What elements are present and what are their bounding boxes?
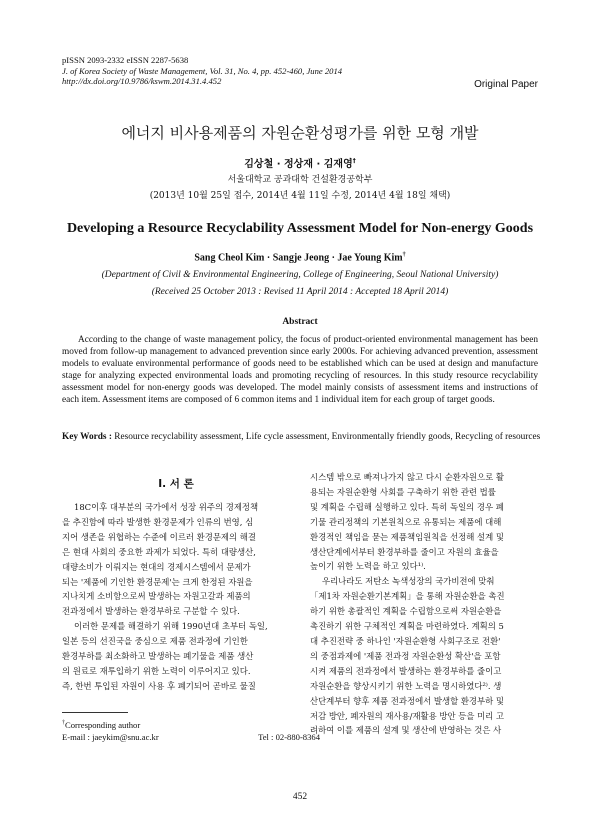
korean-affiliation: 서울대학교 공과대학 건설환경공학부 — [227, 175, 373, 185]
text-line: 일본 등의 선진국을 중심으로 제품 전과정에 기인한 — [62, 636, 248, 647]
paragraph — [310, 574, 538, 738]
paragraph — [310, 470, 538, 574]
text-line: 즉, 한번 투입된 자원이 사용 후 폐기되어 곧바로 물질 — [62, 680, 256, 691]
text-line: 되는 '제품에 기인한 환경문제'는 크게 한정된 자원을 — [62, 576, 253, 587]
text-line: 시스템 밖으로 빠져나가지 않고 다시 순환자원으로 활 — [310, 472, 504, 482]
english-dates: (Received 25 October 2013 : Revised 11 April 2014 : Accepted 18 April 2014) — [151, 287, 449, 297]
text-line: 높이기 위한 노력을 하고 있다¹⁾. — [310, 561, 426, 572]
footnote-email[interactable]: E-mail : jaeykim@snu.ac.kr — [62, 731, 159, 742]
keywords — [62, 432, 542, 442]
text-line: 환경적인 책임을 묻는 제품책임원칙을 선정해 설계 및 — [310, 531, 504, 542]
english-author-names: Sang Cheol Kim · Sangje Jeong · Jae Young Kim — [194, 252, 403, 264]
korean-title: 에너지 비사용제품의 자원순환성평가를 위한 모형 개발 — [121, 124, 479, 142]
abstract-heading: Abstract — [282, 317, 318, 327]
issn-line: pISSN 2093-2332 eISSN 2287-5638 — [62, 55, 189, 65]
footnote-tel: Tel : 02-880-8364 — [258, 731, 320, 742]
corresponding-mark: † — [352, 157, 356, 165]
footnote — [62, 717, 322, 743]
text-line: 산단계부터 향후 제품 전과정에서 발생할 환경부하 및 — [310, 695, 504, 706]
text-line: 전과정에서 발생하는 환경부하로 구분할 수 있다. — [62, 606, 240, 617]
text-line: 하기 위한 총괄적인 계획을 수립함으로써 자원순환을 — [310, 606, 502, 617]
text-line: 지나치게 소비함으로써 발생하는 자원고갈과 제품의 — [62, 591, 251, 602]
korean-authors — [0, 155, 600, 170]
left-column — [62, 500, 290, 694]
journal-citation: J. of Korea Society of Waste Management, Vol. 31, No. 4, pp. 452-460, June 2014 — [62, 65, 343, 76]
text-line: 이러한 문제를 해결하기 위해 1990년대 초부터 독일, — [74, 621, 268, 632]
english-authors — [0, 252, 600, 263]
text-line: 기물 관리정책의 기본원칙으로 유통되는 제품에 대해 — [310, 516, 502, 527]
korean-author-names: 김상철 · 정상재 · 김재영 — [244, 159, 353, 170]
footnote-label-line — [62, 717, 322, 731]
section-heading: I. 서 론 — [158, 478, 194, 490]
doi-link[interactable]: http://dx.doi.org/10.9786/kswm.2014.31.4.452 — [62, 76, 222, 87]
text-line: 촉진하기 위한 구체적인 계획을 마련하였다. 계획의 5 — [310, 621, 504, 632]
corresponding-mark: † — [402, 252, 406, 258]
text-line: 환경부하를 최소화하고 발생하는 폐기물을 제품 생산 — [62, 651, 254, 662]
abstract-text: According to the change of waste management policy, the focus of product-oriented environmental management has been moved from follow-up management to advanced prevention since early 2000s. For achieving advanced prevention, assessment models to evaluate environmental performance of goods need to be established which can be used at design and manufacture stage for analyzing expected environmental loads and promoting recycling of resources. In this study resource recyclability assessment model for non-energy goods was developed. The model mainly consists of assessment items and instructions of each item. Assessment items are composed of 6 common items and 1 individual item for each group of target goods. — [62, 335, 538, 406]
korean-dates: (2013년 10월 25일 접수, 2014년 4월 11일 수정, 2014년 4월 18일 채택) — [149, 191, 451, 201]
text-line: 의 원료로 재투입하기 위한 노력이 이루어지고 있다. — [62, 665, 251, 676]
english-title: Developing a Resource Recyclability Assessment Model for Non-energy Goods — [66, 221, 534, 236]
text-line: 「제1차 자원순환기본계획」을 통해 자원순환을 촉진 — [310, 591, 505, 602]
text-line: 저감 방안, 폐자원의 재사용/재활용 방안 등을 미리 고 — [310, 710, 505, 721]
page-number: 452 — [292, 792, 308, 802]
keywords-label: Key Words : — [62, 432, 112, 442]
text-line: 시켜 제품의 전과정에서 발생하는 환경부하를 줄이고 — [310, 665, 502, 676]
text-line: 려하여 이를 제품의 설계 및 생산에 반영하는 것은 사 — [310, 725, 502, 736]
text-line: 은 현대 사회의 중요한 과제가 되었다. 특히 대량생산, — [62, 546, 256, 557]
text-line: 18C이후 대부분의 국가에서 성장 위주의 경제정책 — [74, 502, 259, 512]
text-line: 대량소비가 이뤄지는 현대의 경제시스템에서 문제가 — [62, 561, 251, 572]
text-line: 생산단계에서부터 환경부하를 줄이고 자원의 효율을 — [310, 546, 499, 557]
text-line: 의 중점과제에 '제품 전과정 자원순환성 확산'을 포함 — [310, 650, 501, 661]
text-line: 대 추진전략 중 하나인 '자원순환형 사회구조로 전환' — [310, 635, 501, 646]
footnote-divider — [62, 712, 128, 713]
footnote-label: Corresponding author — [65, 719, 141, 730]
right-column — [310, 470, 538, 738]
paragraph — [62, 619, 290, 694]
keywords-text: Resource recyclability assessment, Life cycle assessment, Environmentally friendly goods, Recycling of resources — [114, 432, 541, 442]
footnote-contact — [62, 731, 320, 743]
text-line: 지어 생존을 위협하는 수준에 이르러 환경문제의 해결 — [62, 531, 256, 542]
paragraph — [62, 500, 290, 619]
text-line: 및 계획을 수립해 실행하고 있다. 특히 독일의 경우 폐 — [310, 501, 504, 512]
english-affiliation: (Department of Civil & Environmental Engineering, College of Engineering, Seoul National University) — [101, 270, 499, 280]
journal-header — [62, 55, 542, 87]
text-line: 자원순환을 향상시키기 위한 노력을 명시하였다²⁾. 생 — [310, 680, 502, 691]
text-line: 용되는 자원순환형 사회를 구축하기 위한 관련 법률 — [310, 486, 496, 497]
text-line: 을 추진함에 따라 발생한 환경문제가 인류의 번영, 심 — [62, 516, 254, 527]
text-line: 우리나라도 저탄소 녹색성장의 국가비전에 맞춰 — [322, 576, 495, 587]
footnote-mark: † — [62, 720, 65, 726]
article-type: Original Paper — [474, 79, 538, 90]
